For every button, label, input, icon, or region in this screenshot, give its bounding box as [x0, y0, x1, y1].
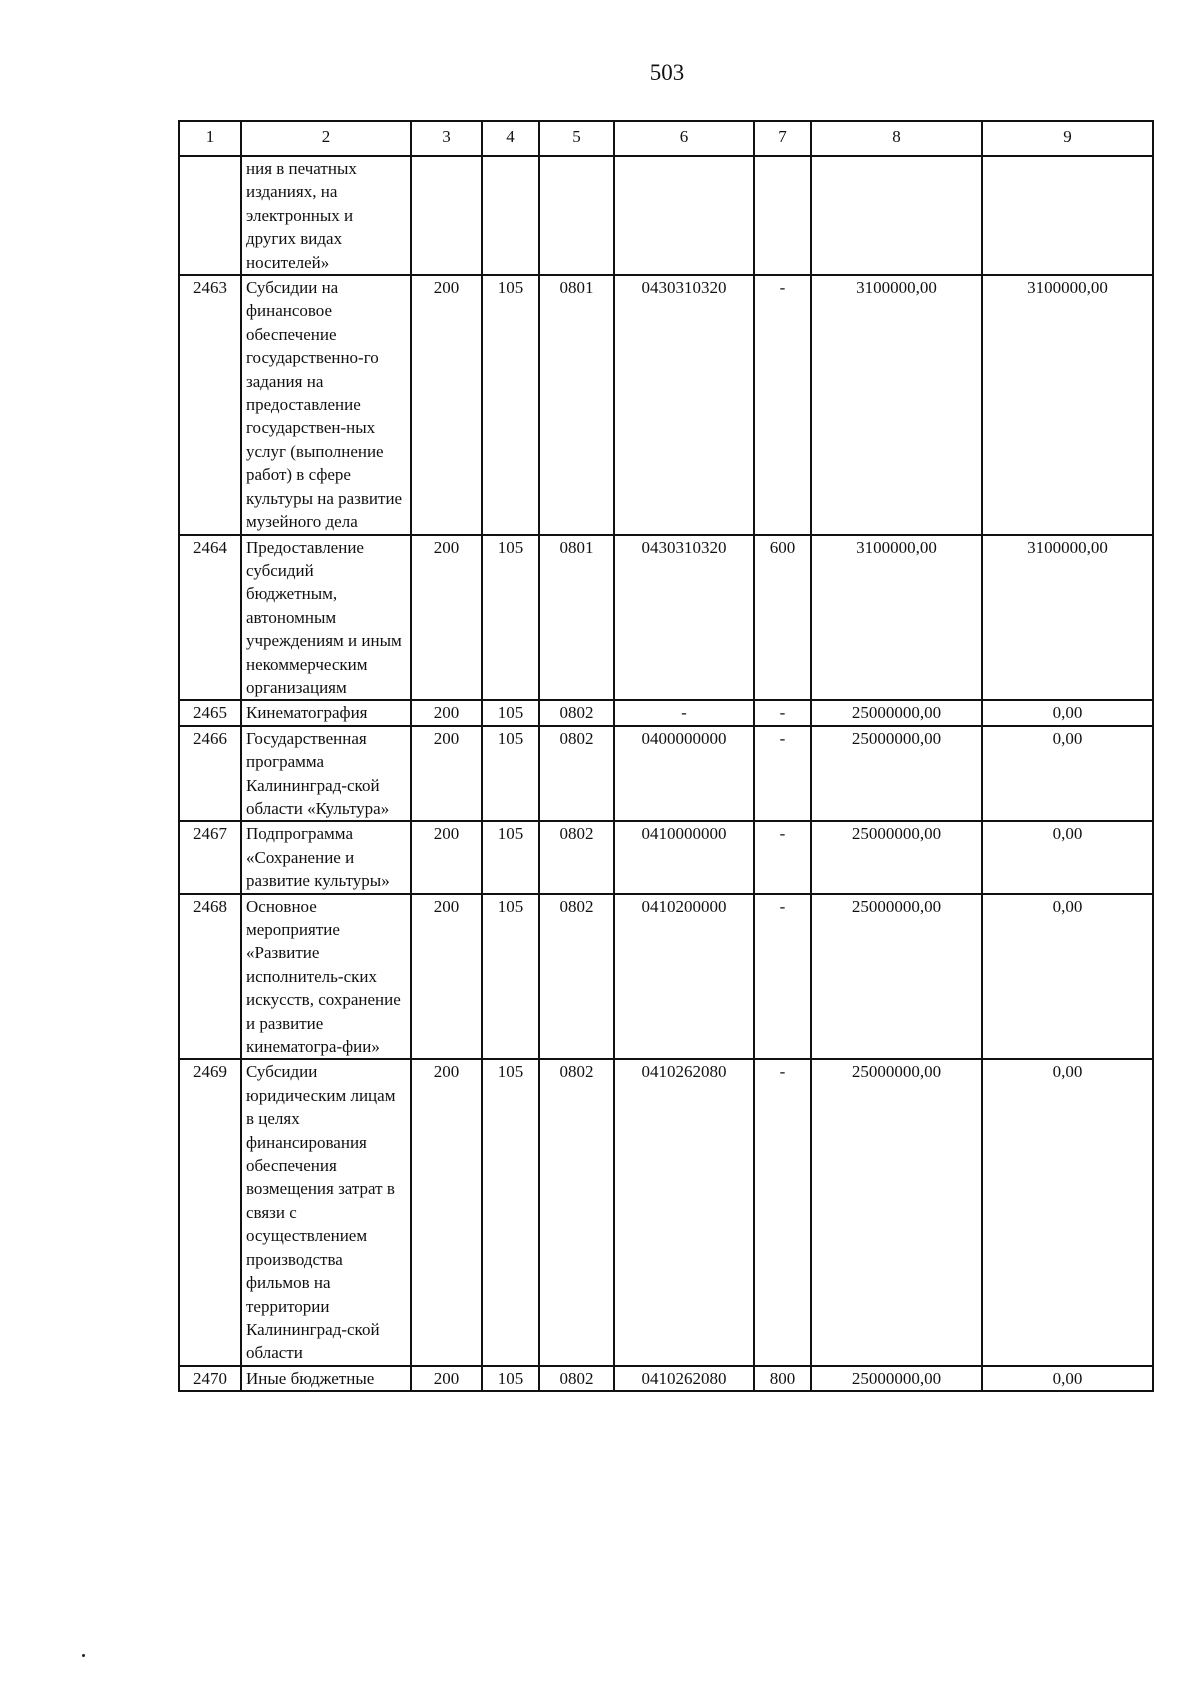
row-name: Кинематография	[241, 700, 411, 725]
table-row	[179, 1059, 1153, 1365]
row-number: 2465	[179, 700, 241, 725]
col-6-value: 0430310320	[614, 275, 754, 534]
col-4-value	[482, 156, 539, 275]
col-7-value: -	[754, 1059, 811, 1365]
col-4-value: 105	[482, 821, 539, 893]
col-5-value: 0802	[539, 894, 614, 1060]
col-3-value: 200	[411, 1366, 482, 1391]
col-4-value: 105	[482, 1059, 539, 1365]
col-5-value: 0802	[539, 700, 614, 725]
row-name: Государственная программа Калининград-ской области «Культура»	[241, 726, 411, 822]
col-8-value: 25000000,00	[811, 1366, 982, 1391]
table-row	[179, 275, 1153, 534]
col-6-value: 0410262080	[614, 1366, 754, 1391]
row-name: Подпрограмма «Сохранение и развитие культуры»	[241, 821, 411, 893]
col-8-value: 25000000,00	[811, 1059, 982, 1365]
table-row	[179, 821, 1153, 893]
col-5-value: 0801	[539, 275, 614, 534]
table-row	[179, 1366, 1153, 1391]
col-9-value: 3100000,00	[982, 275, 1153, 534]
row-number: 2467	[179, 821, 241, 893]
row-number: 2468	[179, 894, 241, 1060]
column-header: 8	[811, 121, 982, 156]
header-row	[179, 121, 1153, 156]
col-8-value: 3100000,00	[811, 275, 982, 534]
table-row	[179, 535, 1153, 701]
col-7-value: 800	[754, 1366, 811, 1391]
col-6-value: 0410262080	[614, 1059, 754, 1365]
row-name: Предоставление субсидий бюджетным, автономным учреждениям и иным некоммерческим организациям	[241, 535, 411, 701]
stray-dot	[82, 1654, 85, 1657]
col-9-value: 0,00	[982, 726, 1153, 822]
row-name: Субсидии юридическим лицам в целях финансирования обеспечения возмещения затрат в связи с осуществлением производства фильмов на территории Калининград-ской области	[241, 1059, 411, 1365]
table-row	[179, 894, 1153, 1060]
col-4-value: 105	[482, 1366, 539, 1391]
col-7-value	[754, 156, 811, 275]
col-6-value: 0410200000	[614, 894, 754, 1060]
table-row	[179, 700, 1153, 725]
col-5-value: 0801	[539, 535, 614, 701]
col-3-value: 200	[411, 821, 482, 893]
row-number: 2464	[179, 535, 241, 701]
col-8-value: 3100000,00	[811, 535, 982, 701]
col-4-value: 105	[482, 275, 539, 534]
column-header: 2	[241, 121, 411, 156]
col-9-value: 0,00	[982, 1366, 1153, 1391]
col-3-value	[411, 156, 482, 275]
col-4-value: 105	[482, 726, 539, 822]
col-6-value: -	[614, 700, 754, 725]
row-number: 2470	[179, 1366, 241, 1391]
table-row	[179, 726, 1153, 822]
col-3-value: 200	[411, 894, 482, 1060]
col-7-value: -	[754, 821, 811, 893]
col-7-value: -	[754, 275, 811, 534]
col-9-value: 0,00	[982, 821, 1153, 893]
row-number	[179, 156, 241, 275]
col-7-value: 600	[754, 535, 811, 701]
col-6-value	[614, 156, 754, 275]
row-number: 2463	[179, 275, 241, 534]
table-row	[179, 156, 1153, 275]
col-5-value: 0802	[539, 821, 614, 893]
col-8-value	[811, 156, 982, 275]
col-7-value: -	[754, 894, 811, 1060]
col-9-value: 0,00	[982, 1059, 1153, 1365]
col-3-value: 200	[411, 700, 482, 725]
row-name: ния в печатных изданиях, на электронных и других видах носителей»	[241, 156, 411, 275]
col-3-value: 200	[411, 726, 482, 822]
col-7-value: -	[754, 726, 811, 822]
row-name: Основное мероприятие «Развитие исполнитель-ских искусств, сохранение и развитие кинематогра-фии»	[241, 894, 411, 1060]
budget-table	[178, 120, 1154, 1392]
col-9-value: 0,00	[982, 894, 1153, 1060]
table-body	[179, 156, 1153, 1391]
row-number: 2469	[179, 1059, 241, 1365]
column-header: 1	[179, 121, 241, 156]
col-5-value: 0802	[539, 1059, 614, 1365]
row-name: Иные бюджетные	[241, 1366, 411, 1391]
col-9-value: 0,00	[982, 700, 1153, 725]
column-header: 6	[614, 121, 754, 156]
col-5-value: 0802	[539, 726, 614, 822]
col-6-value: 0400000000	[614, 726, 754, 822]
col-5-value	[539, 156, 614, 275]
column-header: 5	[539, 121, 614, 156]
page-number: 503	[649, 60, 685, 85]
col-8-value: 25000000,00	[811, 700, 982, 725]
col-4-value: 105	[482, 894, 539, 1060]
col-8-value: 25000000,00	[811, 821, 982, 893]
column-header: 9	[982, 121, 1153, 156]
row-number: 2466	[179, 726, 241, 822]
col-9-value: 3100000,00	[982, 535, 1153, 701]
col-7-value: -	[754, 700, 811, 725]
col-8-value: 25000000,00	[811, 894, 982, 1060]
col-3-value: 200	[411, 1059, 482, 1365]
column-header: 7	[754, 121, 811, 156]
column-header: 4	[482, 121, 539, 156]
col-6-value: 0430310320	[614, 535, 754, 701]
col-9-value	[982, 156, 1153, 275]
col-3-value: 200	[411, 535, 482, 701]
col-4-value: 105	[482, 700, 539, 725]
col-6-value: 0410000000	[614, 821, 754, 893]
col-5-value: 0802	[539, 1366, 614, 1391]
col-4-value: 105	[482, 535, 539, 701]
column-header: 3	[411, 121, 482, 156]
col-3-value: 200	[411, 275, 482, 534]
row-name: Субсидии на финансовое обеспечение государственно-го задания на предоставление государствен-ных услуг (выполнение работ) в сфере культуры на развитие музейного дела	[241, 275, 411, 534]
col-8-value: 25000000,00	[811, 726, 982, 822]
